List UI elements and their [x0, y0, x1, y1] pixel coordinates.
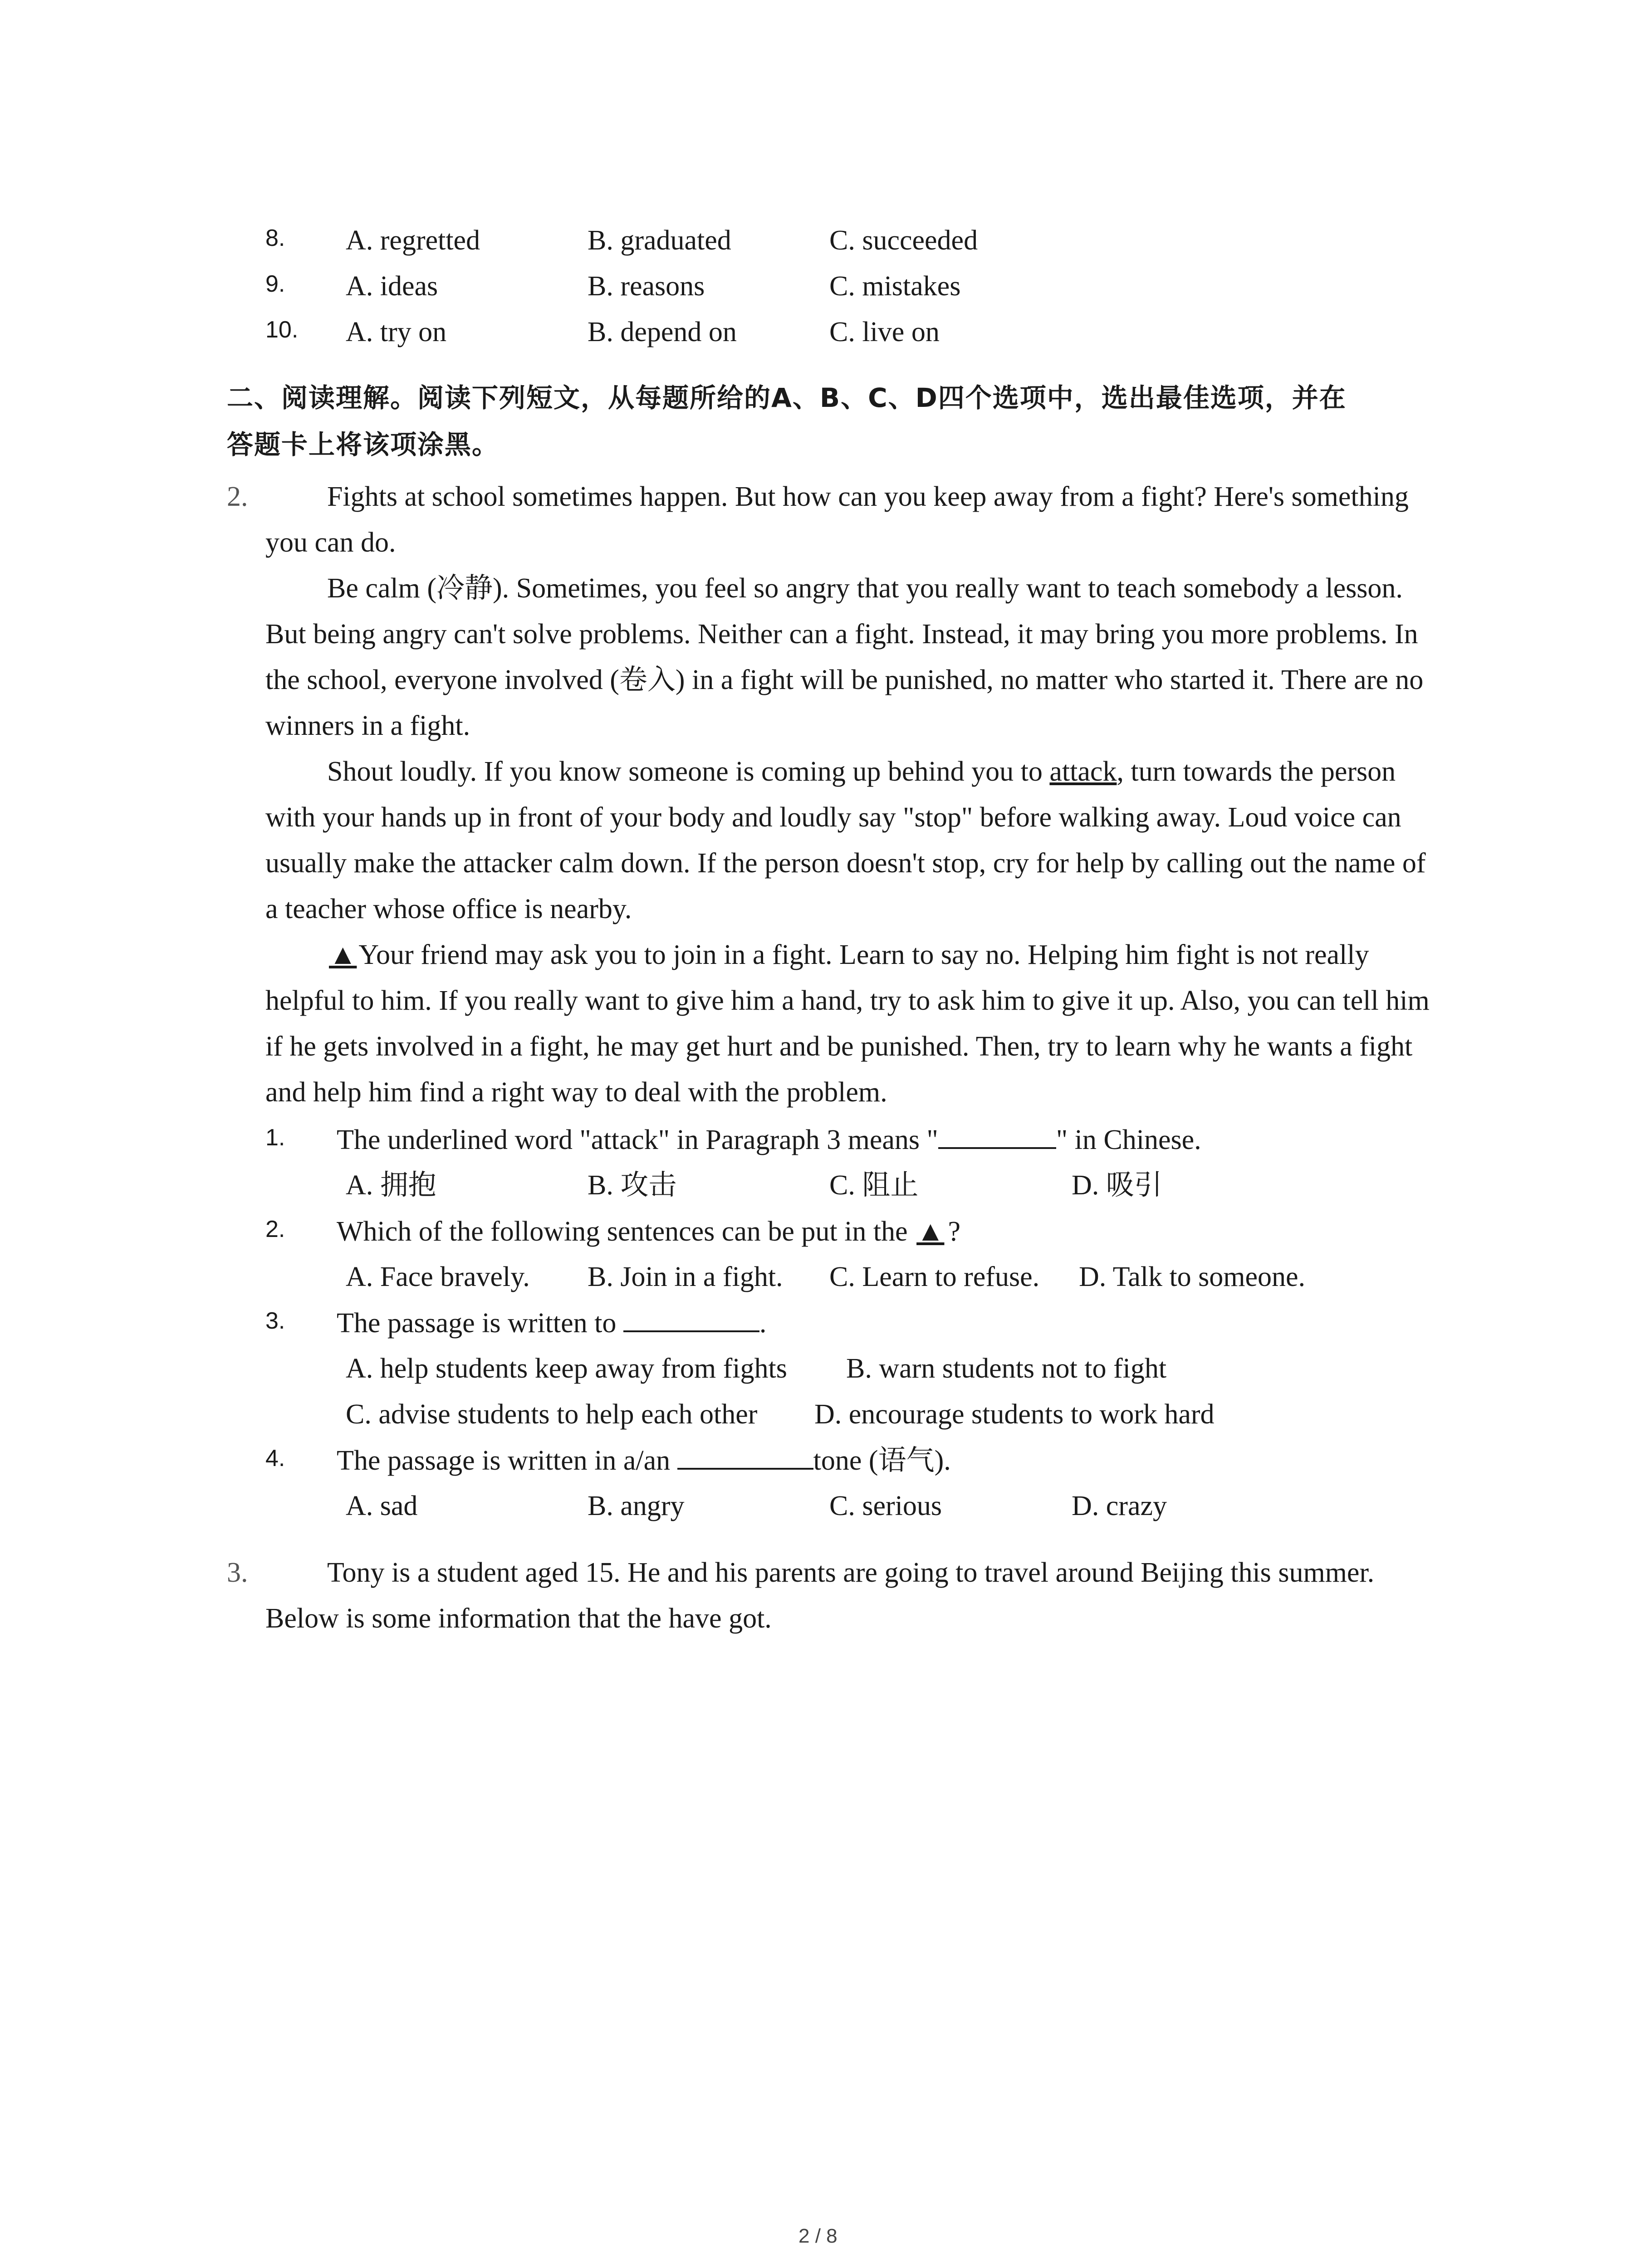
question-stem: [337, 1209, 960, 1254]
option-c: C. Learn to refuse.: [829, 1261, 1040, 1292]
question-stem: [337, 1438, 951, 1483]
question-text: Which of the following sentences can be put in the: [337, 1216, 915, 1247]
paragraph-text: , turn towards the person with your hands up in front of your body and loudly say "stop" before walking away. Loud voice can usually make the attacker calm down. If the person doesn't stop, cry for help by calling out the name of a teacher whose office is nearby.: [265, 756, 1426, 924]
answer-blank: [623, 1302, 759, 1332]
blank-marker-triangle: ▲: [329, 939, 357, 970]
option-b: B. warn students not to fight: [846, 1353, 1167, 1384]
option-b: B. depend on: [588, 317, 737, 347]
passage-number: 2.: [227, 481, 248, 512]
option-b: B. angry: [588, 1491, 685, 1521]
option-a: A. 拥抱: [346, 1170, 436, 1201]
option-a: A. help students keep away from fights: [346, 1353, 787, 1384]
question-number: 4.: [265, 1445, 285, 1471]
question-number: 1.: [265, 1124, 285, 1151]
question-text: " in Chinese.: [1056, 1124, 1201, 1155]
option-a: A. sad: [346, 1491, 418, 1521]
passage-paragraph-2: Be calm (冷静). Sometimes, you feel so angry that you really want to teach somebody a lesson. But being angry can't solve problems. Neither can a fight. Instead, it may bring you more problems. In the school, everyone involved (卷入) in a fight will be punished, no matter who started it. There are no winners in a fight.: [265, 573, 1424, 741]
option-a: A. try on: [346, 317, 447, 347]
option-a: A. ideas: [346, 271, 438, 302]
option-row-number: 8.: [265, 225, 285, 251]
option-b: B. 攻击: [588, 1170, 677, 1201]
passage-number: 3.: [227, 1557, 248, 1588]
question-text: The passage is written to: [337, 1308, 623, 1339]
paragraph-text: Your friend may ask you to join in a fight. Learn to say no. Helping him fight is not really helpful to him. If you really want to give him a hand, try to ask him to give it up. Also, you can tell him if he gets involved in a fight, he may get hurt and be punished. Then, try to learn why he wants a fight and help him find a right way to deal with the problem.: [265, 939, 1430, 1108]
option-b: B. Join in a fight.: [588, 1261, 783, 1292]
option-c: C. mistakes: [829, 271, 961, 302]
option-b: B. reasons: [588, 271, 705, 302]
question-number: 3.: [265, 1308, 285, 1334]
paragraph-text: Shout loudly. If you know someone is coming up behind you to: [327, 756, 1050, 787]
option-row-number: 9.: [265, 271, 285, 297]
question-text: .: [759, 1308, 767, 1339]
question-stem: [337, 1117, 1201, 1163]
question-stem: [337, 1300, 766, 1346]
question-text: The underlined word "attack" in Paragraph 3 means ": [337, 1124, 938, 1155]
passage-paragraph-1: [265, 474, 1445, 566]
blank-marker-triangle: ▲: [916, 1216, 945, 1247]
underlined-word: attack: [1049, 756, 1117, 787]
question-text: The passage is written in a/an: [337, 1445, 677, 1476]
option-row-number: 10.: [265, 317, 299, 343]
passage-paragraph-3: [265, 749, 1445, 932]
answer-blank: [677, 1440, 813, 1470]
question-number: 2.: [265, 1216, 285, 1242]
section-heading-line2: 答题卡上将该项涂黑。: [227, 429, 500, 460]
passage-paragraph: Tony is a student aged 15. He and his parents are going to travel around Beijing this summer. Below is some information that the have got.: [265, 1557, 1375, 1634]
page-number: 2 / 8: [798, 2225, 838, 2247]
option-c: C. live on: [829, 317, 940, 347]
option-d: D. crazy: [1072, 1491, 1167, 1521]
option-d: D. encourage students to work hard: [814, 1399, 1215, 1430]
paragraph-text: Fights at school sometimes happen. But how can you keep away from a fight? Here's something you can do.: [265, 481, 1409, 558]
option-c: C. serious: [829, 1491, 942, 1521]
option-c: C. advise students to help each other: [346, 1399, 758, 1430]
option-c: C. succeeded: [829, 225, 978, 256]
passage-paragraph-4: [265, 932, 1445, 1115]
option-c: C. 阻止: [829, 1170, 919, 1201]
question-text: ?: [948, 1216, 960, 1247]
option-b: B. graduated: [588, 225, 731, 256]
option-a: A. regretted: [346, 225, 480, 256]
section-heading: 二、阅读理解。阅读下列短文，从每题所给的A、B、C、D四个选项中，选出最佳选项，并在: [227, 382, 1347, 413]
answer-blank: [938, 1119, 1056, 1149]
option-d: D. 吸引: [1072, 1170, 1162, 1201]
question-text: tone (语气).: [813, 1445, 951, 1476]
option-a: A. Face bravely.: [346, 1261, 530, 1292]
option-d: D. Talk to someone.: [1079, 1261, 1306, 1292]
